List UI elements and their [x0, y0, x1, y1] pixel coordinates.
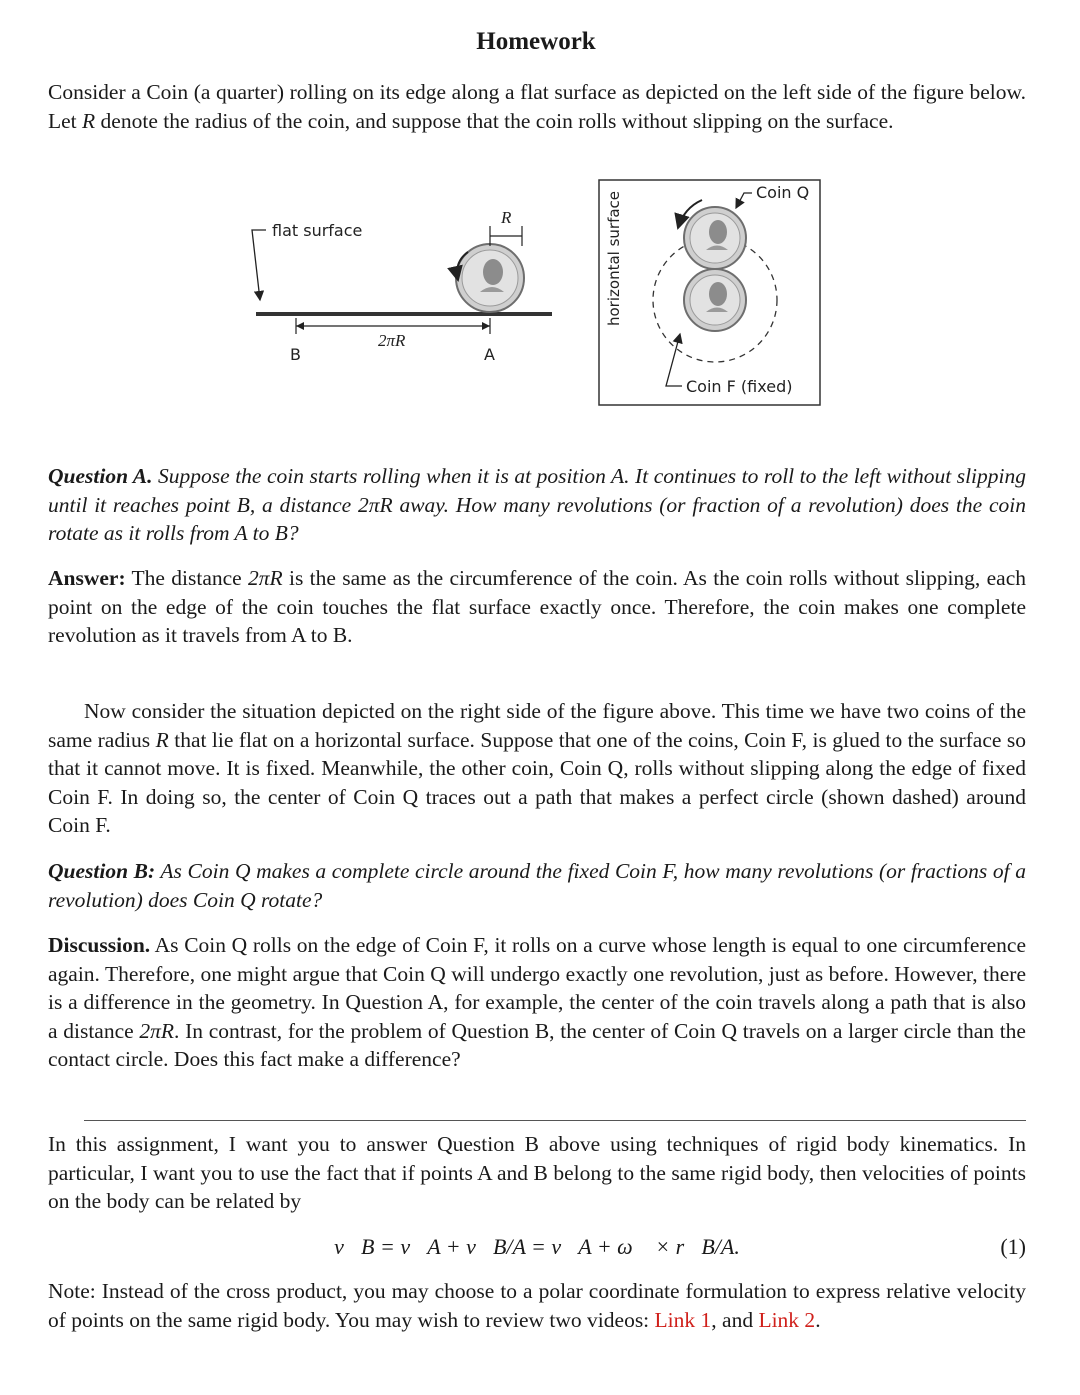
distance-label: 2πR: [378, 331, 406, 350]
radius-label: R: [501, 208, 512, 227]
point-b-label: B: [290, 345, 301, 364]
coin-q-icon: [684, 207, 746, 269]
question-a-label: Question A.: [48, 464, 153, 488]
horizontal-surface-label: horizontal surface: [605, 190, 623, 326]
coin-q-label: Coin Q: [756, 183, 810, 202]
flat-surface-label: flat surface: [272, 221, 363, 240]
discussion-paragraph: Discussion. As Coin Q rolls on the edge of Coin F, it rolls on a curve whose length is equal to one circumference again. Therefore, one might argue that Coin Q will undergo exactly one revolution, just as before. However, there is a difference in the geometry. In Question A, for example, the center of the coin travels along a path that is also a distance 2πR. In contrast, for the problem of Question B, the center of Coin Q travels on a larger circle than the contact circle. Does this fact make a difference?: [48, 933, 1026, 1071]
coin-f-icon: [684, 269, 746, 331]
left-panel-diagram: [252, 208, 552, 364]
right-panel-diagram: [599, 180, 820, 405]
equation-body: v⃗B = v⃗A + v⃗B/A = v⃗A + ω⃗ × r⃗B/A.: [334, 1234, 740, 1259]
coin-figure: [0, 170, 1080, 420]
coin-f-label: Coin F (fixed): [686, 377, 793, 396]
assignment-paragraph: In this assignment, I want you to answer Question B above using techniques of rigid body kinematics. In particular, I want you to use the fact that if points A and B belong to the same rigid body, then velocities of points on the body can be related by: [48, 1132, 1026, 1213]
now-consider-paragraph: Now consider the situation depicted on the right side of the figure above. This time we have two coins of the same radius R that lie flat on a horizontal surface. Suppose that one of the coins, Coin F, is glued to the surface so that it cannot move. It is fixed. Meanwhile, the other coin, Coin Q, rolls without slipping along the edge of fixed Coin F. In doing so, the center of Coin Q traces out a path that makes a perfect circle (shown dashed) around Coin F.: [48, 699, 1027, 837]
answer-label: Answer:: [48, 566, 126, 590]
question-a: Question A. Suppose the coin starts rolling when it is at position A. It continues to roll to the left without slipping until it reaches point B, a distance 2πR away. How many revolutions (or fraction of a revolution) does the coin rotate as it rolls from A to B?: [48, 464, 1026, 545]
answer-paragraph: Answer: The distance 2πR is the same as the circumference of the coin. As the coin rolls without slipping, each point on the edge of the coin touches the flat surface exactly once. Therefore, the coin makes one complete revolution as it travels from A to B.: [48, 566, 1026, 647]
equation-number: (1): [1000, 1234, 1026, 1259]
question-b: Question B: As Coin Q makes a complete circle around the fixed Coin F, how many revolutions (or fractions of a revolution) does Coin Q rotate?: [48, 859, 1026, 912]
note-paragraph: Note: Instead of the cross product, you may choose to a polar coordinate formulation to express relative velocity of points on the same rigid body. You may wish to review two videos: Link 1, and Link 2.: [48, 1279, 1026, 1332]
link-1[interactable]: Link 1: [654, 1307, 712, 1332]
link-2[interactable]: Link 2: [758, 1307, 816, 1332]
velocity-equation: [48, 1232, 1026, 1262]
intro-paragraph: Consider a Coin (a quarter) rolling on its edge along a flat surface as depicted on the left side of the figure below. Let R denote the radius of the coin, and suppose that the coin rolls without slipping on the surface.: [48, 80, 1026, 133]
section-divider: [84, 1120, 1026, 1121]
discussion-label: Discussion.: [48, 933, 151, 957]
point-a-label: A: [484, 345, 495, 364]
question-b-label: Question B:: [48, 859, 156, 883]
document-title: Homework: [476, 28, 596, 55]
